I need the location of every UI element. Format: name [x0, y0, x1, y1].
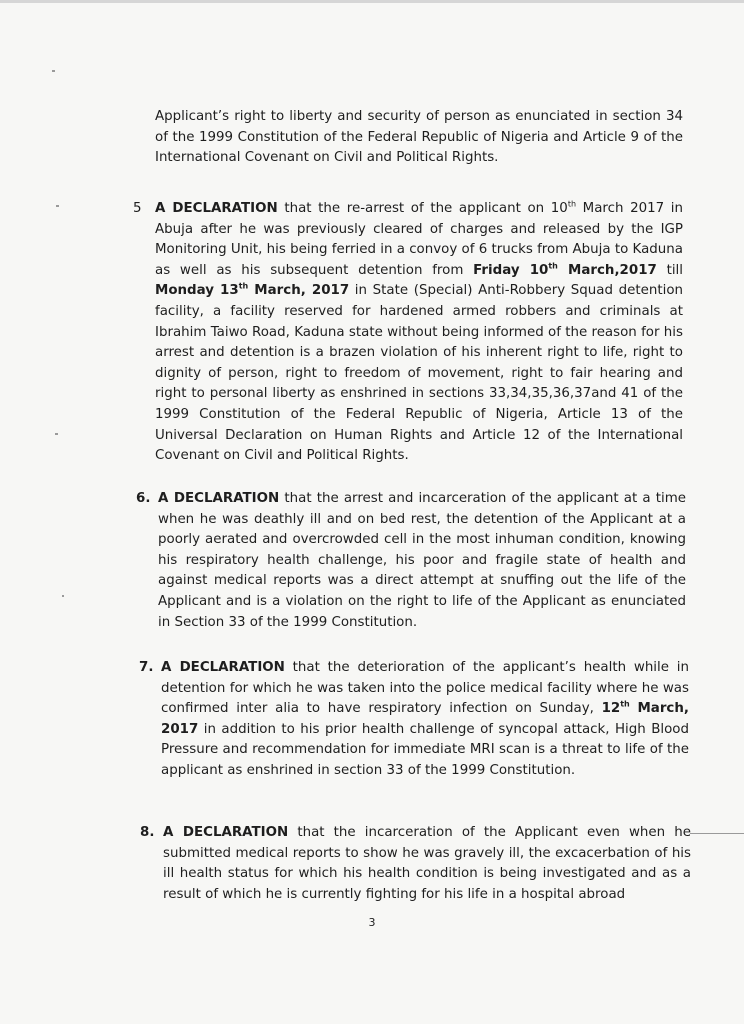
declaration-date: Friday 10	[473, 262, 549, 278]
declaration-date: Monday 13	[155, 283, 239, 299]
declaration-date: March, 2017	[248, 283, 350, 299]
ordinal-suffix: th	[548, 261, 558, 271]
declaration-6	[158, 489, 686, 633]
declaration-heading: A DECLARATION	[163, 825, 289, 840]
declaration-5	[155, 199, 683, 467]
declaration-text: that the incarceration of the Applicant even when he submitted medical reports to show he was gravely ill, the excacerbation of his ill health status for which his health condition is being investigated and as a result of which he is currently fighting for his life in a hospital abroad	[163, 825, 691, 902]
scan-speck	[56, 205, 59, 207]
declaration-heading: A DECLARATION	[158, 491, 280, 506]
declaration-date: March,2017	[557, 262, 657, 278]
declaration-date: March, 2017	[161, 701, 689, 737]
declaration-text: in State (Special) Anti-Robbery Squad detention facility, a facility reserved for hardened armed robbers and criminals at Ibrahim Taiwo Road, Kaduna state without being informed of the reason for his arrest and detention is a brazen violation of his inherent right to life, right to dignity of person, right to freedom of movement, right to fair hearing and right to personal liberty as enshrined in sections 33,34,35,36,37and 41 of the 1999 Constitution of the Federal Republic of Nigeria, Article 13 of the Universal Declaration on Human Rights and Article 12 of the International Covenant on Civil and Political Rights.	[155, 283, 683, 464]
ordinal-suffix: th	[620, 699, 630, 709]
scan-speck	[52, 70, 55, 72]
declaration-text: that the arrest and incarceration of the applicant at a time when he was deathly ill and on bed rest, the detention of the Applicant at a poorly aerated and overcrowded cell in the most inhuman condition, knowing his respiratory health challenge, his poor and fragile state of health and against medical reports was a direct attempt at snuffing out the life of the Applicant and is a violation on the right to life of the Applicant as enunciated in Section 33 of the 1999 Constitution.	[158, 491, 687, 630]
scan-line	[690, 833, 744, 834]
declaration-text: March 2017 in Abuja after he was previously cleared of charges and released by the IGP Monitoring Unit, his being ferried in a convoy of 6 trucks from Abuja to Kaduna as well as his subsequent detention from	[155, 201, 683, 278]
ordinal-suffix: th	[567, 199, 577, 209]
intro-paragraph: Applicant’s right to liberty and security of person as enunciated in section 34 of the 1999 Constitution of the Federal Republic of Nigeria and Article 9 of the International Covenant on Civil and Political Rights.	[155, 109, 683, 166]
scan-edge	[0, 0, 744, 3]
declaration-heading: A DECLARATION	[155, 201, 278, 216]
scan-speck	[62, 595, 64, 597]
ordinal-suffix: th	[238, 281, 249, 291]
scan-speck	[55, 433, 58, 435]
page-number: 3	[368, 916, 376, 929]
declaration-date: 12	[601, 701, 621, 717]
declaration-text: that the re-arrest of the applicant on 10	[277, 201, 568, 216]
item-number: 7.	[139, 660, 154, 675]
declaration-text: till	[656, 262, 683, 278]
declaration-text: in addition to his prior health challenge of syncopal attack, High Blood Pressure and recommendation for immediate MRI scan is a threat to life of the applicant as enshrined in section 33 of the 1999 Constitution.	[161, 721, 689, 778]
declaration-7	[161, 658, 689, 782]
item-number: 6.	[136, 491, 151, 506]
declaration-8	[163, 823, 691, 905]
item-number: 8.	[140, 825, 155, 840]
item-number: 5	[133, 201, 142, 216]
declaration-heading: A DECLARATION	[161, 660, 285, 675]
declaration-text: that the deterioration of the applicant’s health while in detention for which he was taken into the police medical facility where he was confirmed inter alia to have respiratory infection on Sunday,	[161, 660, 689, 717]
